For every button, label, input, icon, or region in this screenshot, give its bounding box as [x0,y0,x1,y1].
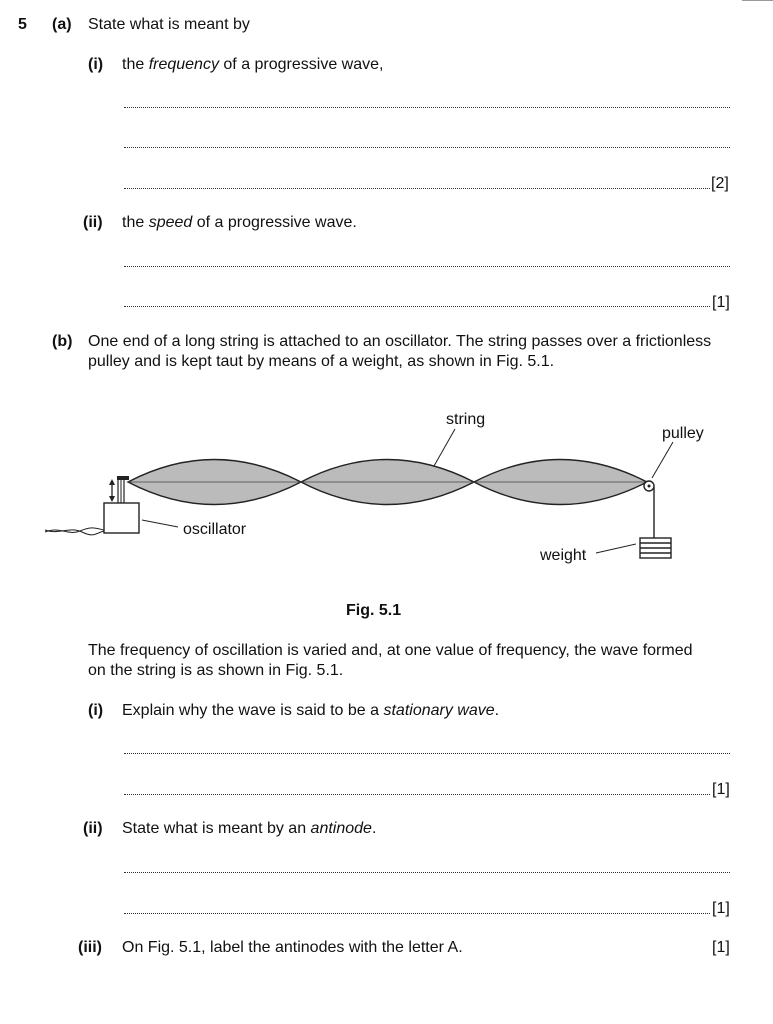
part-b-i-label: (i) [88,702,104,719]
oscillator-box [104,503,139,533]
part-b-ii-question: State what is meant by an antinode. [122,820,377,837]
part-a-stem: State what is meant by [88,16,250,33]
part-b-ii-emphasis: antinode [310,820,372,837]
label-weight: weight [540,547,587,564]
oscillator-leader [142,520,178,527]
part-a-ii-emphasis: speed [148,214,193,231]
label-oscillator: oscillator [183,521,247,538]
part-b-i-question: Explain why the wave is said to be a stationary wave. [122,702,500,719]
oscillator-rod-cap [117,476,129,480]
answer-line-b-ii-1[interactable] [124,872,730,873]
pulley-axle [648,485,651,488]
answer-line-b-i-2[interactable] [124,794,710,795]
part-a-i-emphasis: frequency [148,56,219,73]
part-b-i-emphasis: stationary wave [383,702,495,719]
part-a-i-question: the frequency of a progressive wave, [122,56,384,73]
part-b-iii-question: On Fig. 5.1, label the antinodes with the letter A. [122,939,463,956]
part-b-stem-line1: One end of a long string is attached to an oscillator. The string passes over a frictionless [88,333,712,350]
pulley-leader [652,442,673,478]
part-a-i-label: (i) [88,56,104,73]
string-leader [434,429,455,466]
part-b-iii-label: (iii) [78,939,102,956]
part-a-label: (a) [52,16,72,33]
question-number: 5 [18,16,27,33]
marks-a-ii: [1] [712,294,730,311]
part-b-para-line2: on the string is as shown in Fig. 5.1. [88,662,344,679]
vibration-arrow-down-head [109,496,115,502]
vibration-arrow-up-head [109,479,115,485]
marks-b-i: [1] [712,781,730,798]
weight-leader [596,544,636,553]
marks-b-iii: [1] [712,939,730,956]
part-b-ii-label: (ii) [83,820,103,837]
marks-b-ii: [1] [712,900,730,917]
figure-caption: Fig. 5.1 [346,602,402,619]
label-string: string [446,411,486,428]
part-a-ii-question: the speed of a progressive wave. [122,214,357,231]
marks-a-i: [2] [711,175,729,192]
part-a-ii-label: (ii) [83,214,103,231]
part-b-stem-line2: pulley and is kept taut by means of a weight, as shown in Fig. 5.1. [88,353,555,370]
answer-line-b-ii-2[interactable] [124,913,710,914]
label-pulley: pulley [662,425,704,442]
part-b-para-line1: The frequency of oscillation is varied and, at one value of frequency, the wave formed [88,642,693,659]
part-b-label: (b) [52,333,73,350]
answer-line-b-i-1[interactable] [124,753,730,754]
